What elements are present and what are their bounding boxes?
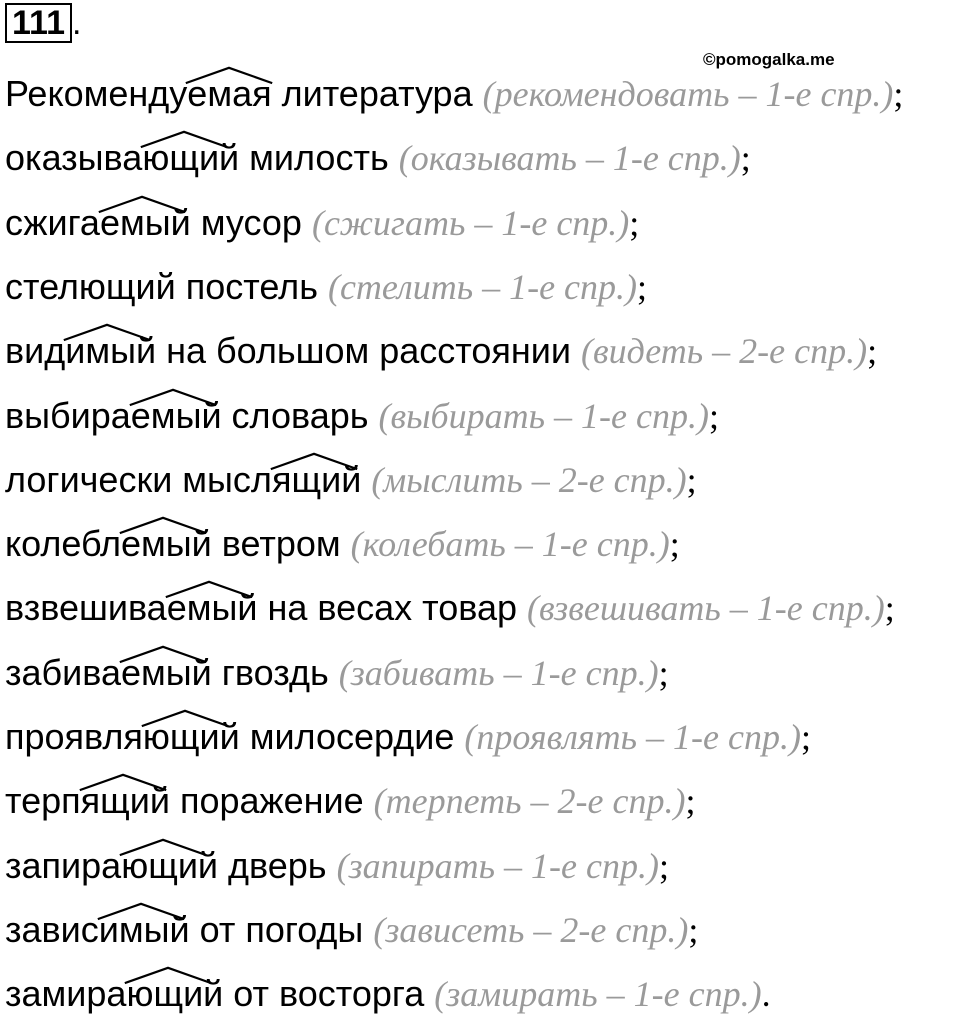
suffix-marked: ем (167, 586, 212, 630)
word-after-suffix: ий поражение (129, 780, 364, 822)
line-end-punctuation: ; (867, 331, 878, 372)
answer-line (5, 715, 811, 759)
suffix-marked: ем (121, 651, 166, 695)
suffix-marked: ющ (121, 844, 178, 888)
word-before-suffix: логически мысл (5, 458, 272, 500)
suffix-arc-icon (97, 195, 187, 213)
answer-line (5, 586, 895, 630)
word-before-suffix: стелющий постель (5, 265, 318, 307)
word-before-suffix: взвешива (5, 587, 167, 629)
answer-line (5, 394, 719, 438)
suffix-marked: ющ (126, 972, 183, 1016)
line-end-punctuation: ; (669, 524, 680, 565)
suffix-marked: ем (131, 394, 176, 438)
line-end-punctuation: ; (800, 717, 811, 757)
conjugation-note: (запирать – 1-е спр.) (336, 845, 659, 886)
suffix-marked: ем (187, 72, 232, 116)
conjugation-note: (забивать – 1-е спр.) (338, 652, 659, 693)
word-after-suffix: ая литература (232, 73, 473, 114)
suffix-marked: ющ (143, 715, 200, 759)
suffix-arc-icon (128, 388, 218, 406)
conjugation-note: (замирать – 1-е спр.) (434, 974, 762, 1015)
conjugation-note: (зависеть – 2-е спр.) (373, 909, 689, 950)
conjugation-note: (проявлять – 1-е спр.) (464, 717, 801, 757)
answer-line (5, 265, 647, 309)
conjugation-note: (рекомендовать – 1-е спр.) (482, 74, 894, 114)
word-after-suffix: ый ветром (165, 523, 341, 565)
suffix-arc-icon (123, 966, 213, 984)
word-before-suffix: терп (5, 780, 81, 822)
conjugation-note: (выбирать – 1-е спр.) (378, 395, 709, 436)
suffix-marked: ящ (272, 458, 321, 502)
suffix-marked: ящ (81, 779, 130, 823)
word-after-suffix: ый словарь (175, 394, 369, 436)
word-before-suffix: завис (5, 908, 99, 950)
word-after-suffix: ий (321, 458, 362, 500)
word-after-suffix: ый на большом расстоянии (110, 330, 572, 372)
word-before-suffix: вид (5, 330, 66, 372)
task-number-box: 111 (5, 3, 72, 43)
suffix-marked: ющ (142, 136, 199, 180)
suffix-arc-icon (78, 773, 168, 791)
word-before-suffix: проявля (5, 716, 143, 757)
suffix-marked: им (65, 329, 110, 373)
line-end-punctuation: ; (884, 588, 895, 629)
line-end-punctuation: ; (637, 266, 648, 307)
answer-line (5, 136, 751, 180)
line-end-punctuation: ; (688, 909, 699, 950)
conjugation-note: (видеть – 2-е спр.) (581, 331, 868, 372)
answer-line (5, 651, 669, 695)
word-before-suffix: забива (5, 651, 121, 693)
suffix-arc-icon (140, 709, 230, 727)
suffix-arc-icon (62, 323, 152, 341)
line-end-punctuation: ; (893, 74, 904, 114)
word-before-suffix: сжига (5, 201, 100, 243)
word-after-suffix: ый от погоды (143, 908, 364, 950)
word-before-suffix: выбира (5, 394, 131, 436)
conjugation-note: (мыслить – 2-е спр.) (371, 459, 687, 500)
word-after-suffix: ый гвоздь (165, 651, 329, 693)
line-end-punctuation: . (761, 974, 771, 1015)
line-end-punctuation: ; (708, 395, 719, 436)
word-before-suffix: Рекоменду (5, 73, 188, 114)
line-end-punctuation: ; (686, 459, 697, 500)
task-number (5, 3, 81, 41)
suffix-arc-icon (118, 516, 208, 534)
suffix-arc-icon (118, 645, 208, 663)
answer-line (5, 72, 903, 116)
answer-line (5, 201, 639, 245)
suffix-arc-icon (164, 580, 254, 598)
line-end-punctuation: ; (658, 845, 669, 886)
word-after-suffix: ий милосердие (199, 716, 455, 757)
answer-line (5, 779, 695, 823)
conjugation-note: (взвешивать – 1-е спр.) (527, 588, 885, 629)
answer-line (5, 522, 680, 566)
suffix-marked: ем (100, 201, 145, 245)
line-end-punctuation: ; (685, 781, 696, 822)
word-after-suffix: ый мусор (144, 201, 302, 243)
suffix-arc-icon (96, 902, 186, 920)
word-after-suffix: ый на весах товар (211, 587, 518, 629)
word-after-suffix: ий от восторга (183, 973, 425, 1015)
answer-line (5, 972, 771, 1016)
word-before-suffix: колебл (5, 523, 122, 565)
task-number-dot: . (71, 4, 82, 42)
word-before-suffix: замира (5, 973, 127, 1015)
conjugation-note: (терпеть – 2-е спр.) (373, 781, 686, 822)
line-end-punctuation: ; (740, 138, 751, 179)
suffix-marked: им (99, 908, 144, 952)
suffix-arc-icon (118, 838, 208, 856)
suffix-marked: ем (121, 522, 166, 566)
answer-line (5, 844, 669, 888)
line-end-punctuation: ; (658, 652, 669, 693)
word-before-suffix: запира (5, 844, 122, 886)
suffix-arc-icon (139, 130, 229, 148)
conjugation-note: (оказывать – 1-е спр.) (398, 138, 741, 179)
conjugation-note: (стелить – 1-е спр.) (327, 266, 638, 307)
watermark: ©pomogalka.me (703, 50, 835, 69)
word-after-suffix: ий дверь (177, 844, 327, 886)
suffix-arc-icon (184, 66, 274, 84)
answer-line (5, 329, 877, 373)
conjugation-note: (сжигать – 1-е спр.) (311, 202, 630, 243)
suffix-arc-icon (269, 452, 359, 470)
word-after-suffix: ий милость (198, 137, 389, 179)
word-before-suffix: оказыва (5, 137, 143, 179)
conjugation-note: (колебать – 1-е спр.) (350, 524, 670, 565)
answer-line (5, 458, 697, 502)
line-end-punctuation: ; (629, 202, 640, 243)
answer-line (5, 908, 698, 952)
